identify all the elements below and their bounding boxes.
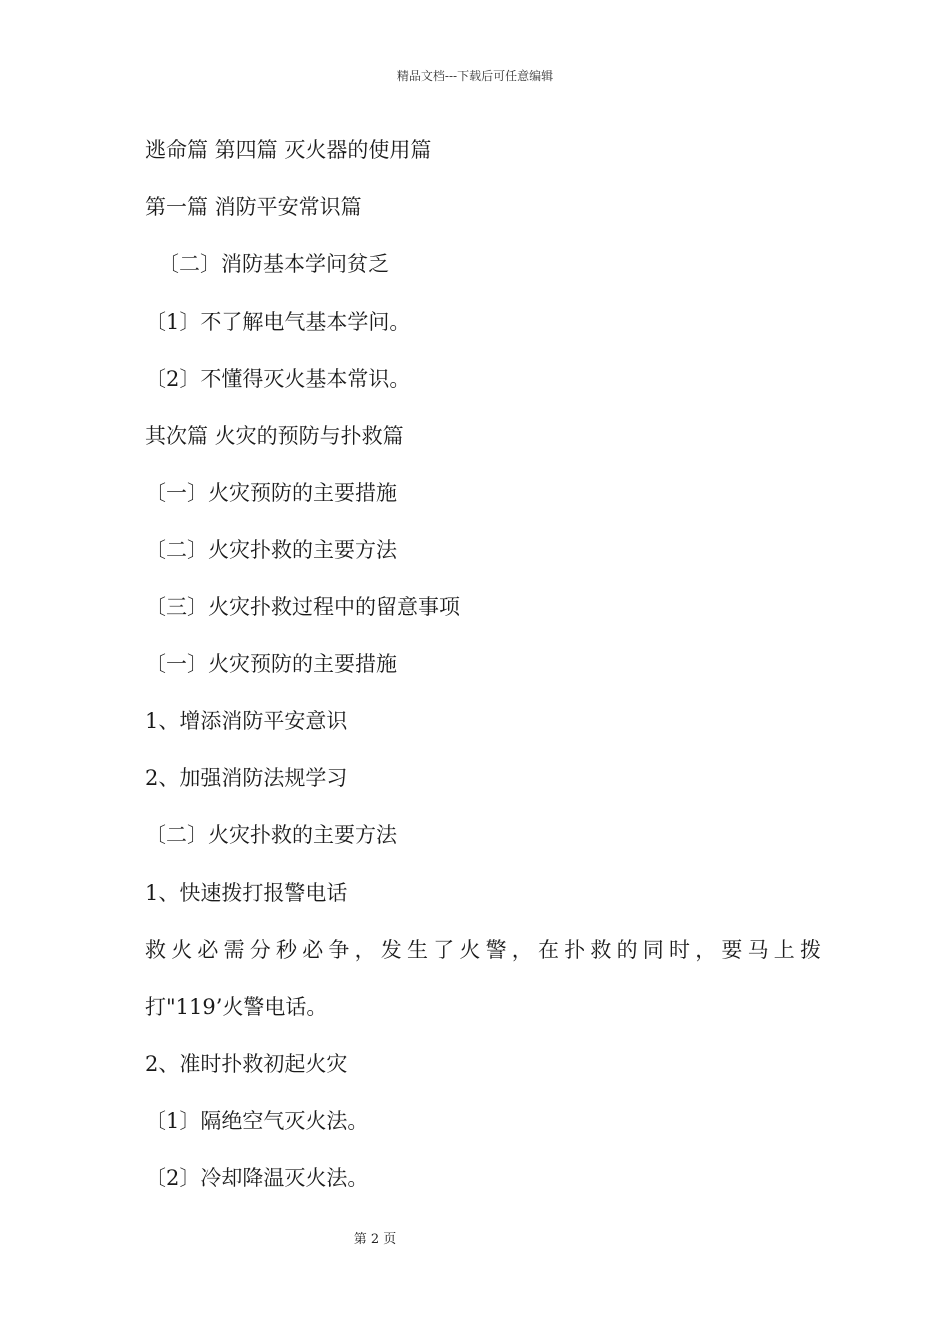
text-line: 〔一〕火灾预防的主要措施 (145, 481, 397, 505)
text-line: 打"119’火警电话。 (145, 995, 328, 1019)
text-line: 救火必需分秒必争，发生了火警，在扑救的同时，要马上拨 (145, 938, 827, 962)
text-line: 1、增添消防平安意识 (145, 709, 348, 733)
text-line: 〔2〕不懂得灭火基本常识。 (145, 367, 411, 391)
text-line: 〔三〕火灾扑救过程中的留意事项 (145, 595, 460, 619)
text-line: 〔二〕火灾扑救的主要方法 (145, 538, 397, 562)
page-header: 精品文档---下载后可任意编辑 (396, 69, 554, 83)
page-number: 第 2 页 (353, 1232, 397, 1247)
text-line: 第一篇 消防平安常识篇 (145, 195, 362, 219)
text-line: 2、加强消防法规学习 (145, 766, 348, 790)
text-line: 1、快速拨打报警电话 (145, 881, 348, 905)
text-line: 2、准时扑救初起火灾 (145, 1052, 348, 1076)
text-line: 其次篇 火灾的预防与扑救篇 (145, 424, 404, 448)
text-line: 〔二〕消防基本学问贫乏 (158, 252, 389, 276)
text-line: 逃命篇 第四篇 灭火器的使用篇 (145, 138, 432, 162)
text-line: 〔一〕火灾预防的主要措施 (145, 652, 397, 676)
text-line: 〔1〕不了解电气基本学问。 (145, 310, 411, 334)
text-line: 〔2〕冷却降温灭火法。 (145, 1166, 369, 1190)
text-line: 〔二〕火灾扑救的主要方法 (145, 823, 397, 847)
text-line: 〔1〕隔绝空气灭火法。 (145, 1109, 369, 1133)
